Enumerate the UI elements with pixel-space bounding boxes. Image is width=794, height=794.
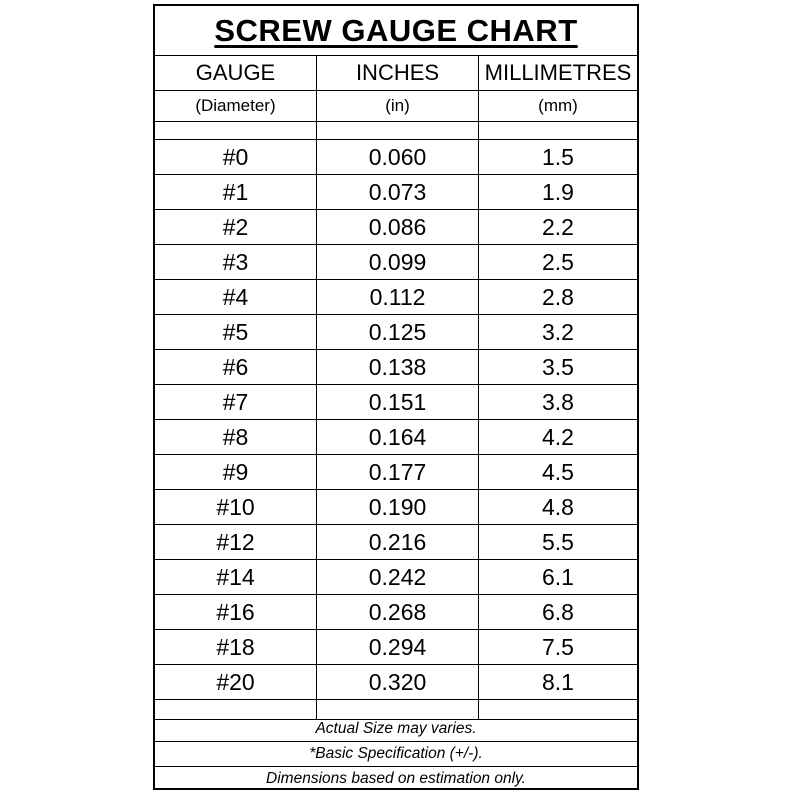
table-row bbox=[155, 350, 637, 385]
subheader-row bbox=[155, 91, 637, 122]
gauge-cell: #16 bbox=[155, 595, 317, 629]
inches-cell: 0.216 bbox=[317, 525, 479, 559]
mm-cell: 3.8 bbox=[542, 388, 574, 415]
inches-cell: 0.294 bbox=[317, 630, 479, 664]
inches-cell: 0.242 bbox=[317, 560, 479, 594]
gauge-cell: #8 bbox=[155, 420, 317, 454]
table-row bbox=[155, 665, 637, 700]
note-actual-size: Actual Size may varies. bbox=[315, 719, 477, 737]
gauge-cell: #14 bbox=[155, 560, 317, 594]
gauge-cell: #5 bbox=[155, 315, 317, 349]
mm-cell: 2.2 bbox=[542, 213, 574, 240]
header-row bbox=[155, 55, 637, 91]
table-row bbox=[155, 420, 637, 455]
inches-cell: 0.151 bbox=[317, 385, 479, 419]
inches-cell: 0.073 bbox=[317, 175, 479, 209]
mm-cell: 6.8 bbox=[542, 598, 574, 625]
header-millimetres: MILLIMETRES bbox=[484, 59, 632, 85]
gauge-cell: #12 bbox=[155, 525, 317, 559]
table-row bbox=[155, 630, 637, 665]
mm-cell: 7.5 bbox=[542, 633, 574, 660]
gauge-cell: #20 bbox=[155, 665, 317, 699]
gauge-cell: #9 bbox=[155, 455, 317, 489]
spacer-row bbox=[155, 122, 637, 140]
mm-cell: 1.9 bbox=[542, 178, 574, 205]
gauge-cell: #10 bbox=[155, 490, 317, 524]
subheader-diameter: (Diameter) bbox=[155, 91, 317, 121]
inches-cell: 0.086 bbox=[317, 210, 479, 244]
table-row bbox=[155, 315, 637, 350]
gauge-cell: #2 bbox=[155, 210, 317, 244]
header-inches: INCHES bbox=[317, 55, 479, 90]
gauge-cell: #1 bbox=[155, 175, 317, 209]
mm-cell: 5.5 bbox=[542, 528, 574, 555]
mm-cell: 3.2 bbox=[542, 318, 574, 345]
screw-gauge-chart bbox=[153, 4, 639, 790]
note-estimation: Dimensions based on estimation only. bbox=[155, 766, 637, 791]
table-row bbox=[155, 245, 637, 280]
inches-cell: 0.099 bbox=[317, 245, 479, 279]
mm-cell: 2.8 bbox=[542, 283, 574, 310]
chart-title: SCREW GAUGE CHART bbox=[214, 12, 578, 48]
gauge-cell: #4 bbox=[155, 280, 317, 314]
chart-title-cell bbox=[155, 6, 637, 56]
inches-cell: 0.138 bbox=[317, 350, 479, 384]
inches-cell: 0.164 bbox=[317, 420, 479, 454]
gauge-cell: #18 bbox=[155, 630, 317, 664]
table-row bbox=[155, 385, 637, 420]
gauge-cell: #7 bbox=[155, 385, 317, 419]
table-row bbox=[155, 140, 637, 175]
subheader-in: (in) bbox=[317, 91, 479, 121]
notes bbox=[155, 716, 637, 791]
mm-cell: 4.5 bbox=[542, 458, 574, 485]
data-rows bbox=[155, 140, 637, 700]
inches-cell: 0.125 bbox=[317, 315, 479, 349]
table-row bbox=[155, 560, 637, 595]
mm-cell: 8.1 bbox=[542, 668, 574, 695]
mm-cell: 2.5 bbox=[542, 248, 574, 275]
note-basic-spec: *Basic Specification (+/-). bbox=[155, 741, 637, 766]
gauge-cell: #3 bbox=[155, 245, 317, 279]
table-row bbox=[155, 490, 637, 525]
header-gauge: GAUGE bbox=[155, 55, 317, 90]
inches-cell: 0.112 bbox=[317, 280, 479, 314]
mm-cell: 6.1 bbox=[542, 563, 574, 590]
spacer-cell bbox=[155, 122, 317, 139]
table-row bbox=[155, 210, 637, 245]
mm-cell: 3.5 bbox=[542, 353, 574, 380]
inches-cell: 0.268 bbox=[317, 595, 479, 629]
mm-cell: 4.8 bbox=[542, 493, 574, 520]
gauge-cell: #0 bbox=[155, 140, 317, 174]
table-row bbox=[155, 595, 637, 630]
spacer-cell bbox=[317, 122, 479, 139]
spacer-cell bbox=[479, 122, 637, 139]
table-row bbox=[155, 525, 637, 560]
table-row bbox=[155, 175, 637, 210]
inches-cell: 0.060 bbox=[317, 140, 479, 174]
gauge-table bbox=[155, 55, 637, 720]
mm-cell: 1.5 bbox=[542, 143, 574, 170]
subheader-mm: (mm) bbox=[538, 96, 578, 115]
table-row bbox=[155, 280, 637, 315]
gauge-cell: #6 bbox=[155, 350, 317, 384]
table-row bbox=[155, 455, 637, 490]
mm-cell: 4.2 bbox=[542, 423, 574, 450]
inches-cell: 0.320 bbox=[317, 665, 479, 699]
inches-cell: 0.190 bbox=[317, 490, 479, 524]
inches-cell: 0.177 bbox=[317, 455, 479, 489]
